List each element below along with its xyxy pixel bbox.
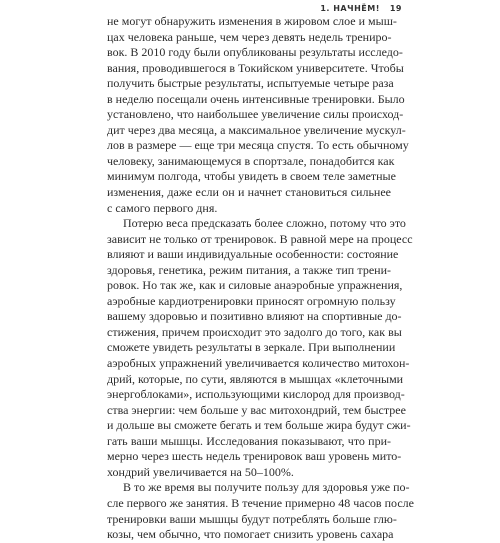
body-text <box>107 14 414 543</box>
text-line: зависит не только от тренировок. В равной мере на процесс <box>107 231 413 246</box>
text-line: тренировки ваши мышцы будут потреблять больше глю- <box>107 511 397 526</box>
text-line: влияют и ваши индивидуальные особенности: состояние <box>107 247 399 262</box>
text-line: хондрий увеличивается на 50–100%. <box>107 464 294 479</box>
text-line: вок. В 2010 году были опубликованы результаты исследо- <box>107 45 403 60</box>
text-line: цах человека раньше, чем через девять недель трениро- <box>107 29 392 44</box>
text-line: козы, чем обычно, что помогает снизить уровень сахара <box>107 527 394 542</box>
text-line: минимум полгода, чтобы увидеть в своем теле заметные <box>107 169 396 184</box>
text-line: лов в размере — еще три месяца спустя. То есть обычному <box>107 138 409 153</box>
text-line: в неделю посещали очень интенсивные тренировки. Было <box>107 91 405 106</box>
paragraph <box>107 480 414 542</box>
paragraph <box>107 216 413 480</box>
text-line: мерно через шесть недель тренировок ваш уровень мито- <box>107 449 402 464</box>
text-line: вания, проводившегося в Токийском университете. Чтобы <box>107 60 404 75</box>
text-line: гать ваши мышцы. Исследования показывают, что при- <box>107 433 391 448</box>
text-line: ства энергии: чем больше у вас митохондрий, тем быстрее <box>107 402 406 417</box>
text-line: не могут обнаружить изменения в жировом слое и мыш- <box>107 14 397 28</box>
text-line: сможете увидеть результаты в зеркале. При выполнении <box>107 340 396 355</box>
text-line: ровок. Но так же, как и силовые анаэробные упражнения, <box>107 278 403 293</box>
text-line: дит через два месяца, а максимальное увеличение мускул- <box>107 122 406 137</box>
text-line: получить быстрые результаты, испытуемые четыре раза <box>107 76 394 91</box>
running-header <box>320 4 402 13</box>
text-line: вашему здоровью и позитивно влияют на спортивные до- <box>107 309 402 324</box>
text-line: аэробных упражнений увеличивается количество митохон- <box>107 356 410 371</box>
paragraph <box>107 14 409 216</box>
text-line: и дольше вы сможете бегать и тем больше жира будут сжи- <box>107 418 411 433</box>
text-line: с самого первого дня. <box>107 200 218 215</box>
page-number: 19 <box>389 4 402 13</box>
text-line: В то же время вы получите пользу для здоровья уже по- <box>123 480 410 495</box>
text-line: стижения, причем происходит это задолго до того, как вы <box>107 324 402 339</box>
text-line: Потерю веса предсказать более сложно, потому что это <box>123 216 406 231</box>
text-line: установлено, что наибольшее увеличение силы происход- <box>107 107 404 122</box>
text-line: изменения, даже если он и начнет становиться сильнее <box>107 185 391 200</box>
text-line: сле первого же занятия. В течение примерно 48 часов после <box>107 495 414 510</box>
text-line: энергоблоками», использующими кислород для производ- <box>107 387 405 402</box>
text-line: здоровья, генетика, режим питания, а также тип трени- <box>107 262 391 277</box>
text-line: дрий, которые, по сути, являются в мышцах «клеточными <box>107 371 404 386</box>
text-line: аэробные кардиотренировки приносят огромную пользу <box>107 293 396 308</box>
text-line: человеку, занимающемуся в спортзале, понадобится как <box>107 153 395 168</box>
chapter-title: 1. НАЧНЁМ! <box>320 4 380 13</box>
